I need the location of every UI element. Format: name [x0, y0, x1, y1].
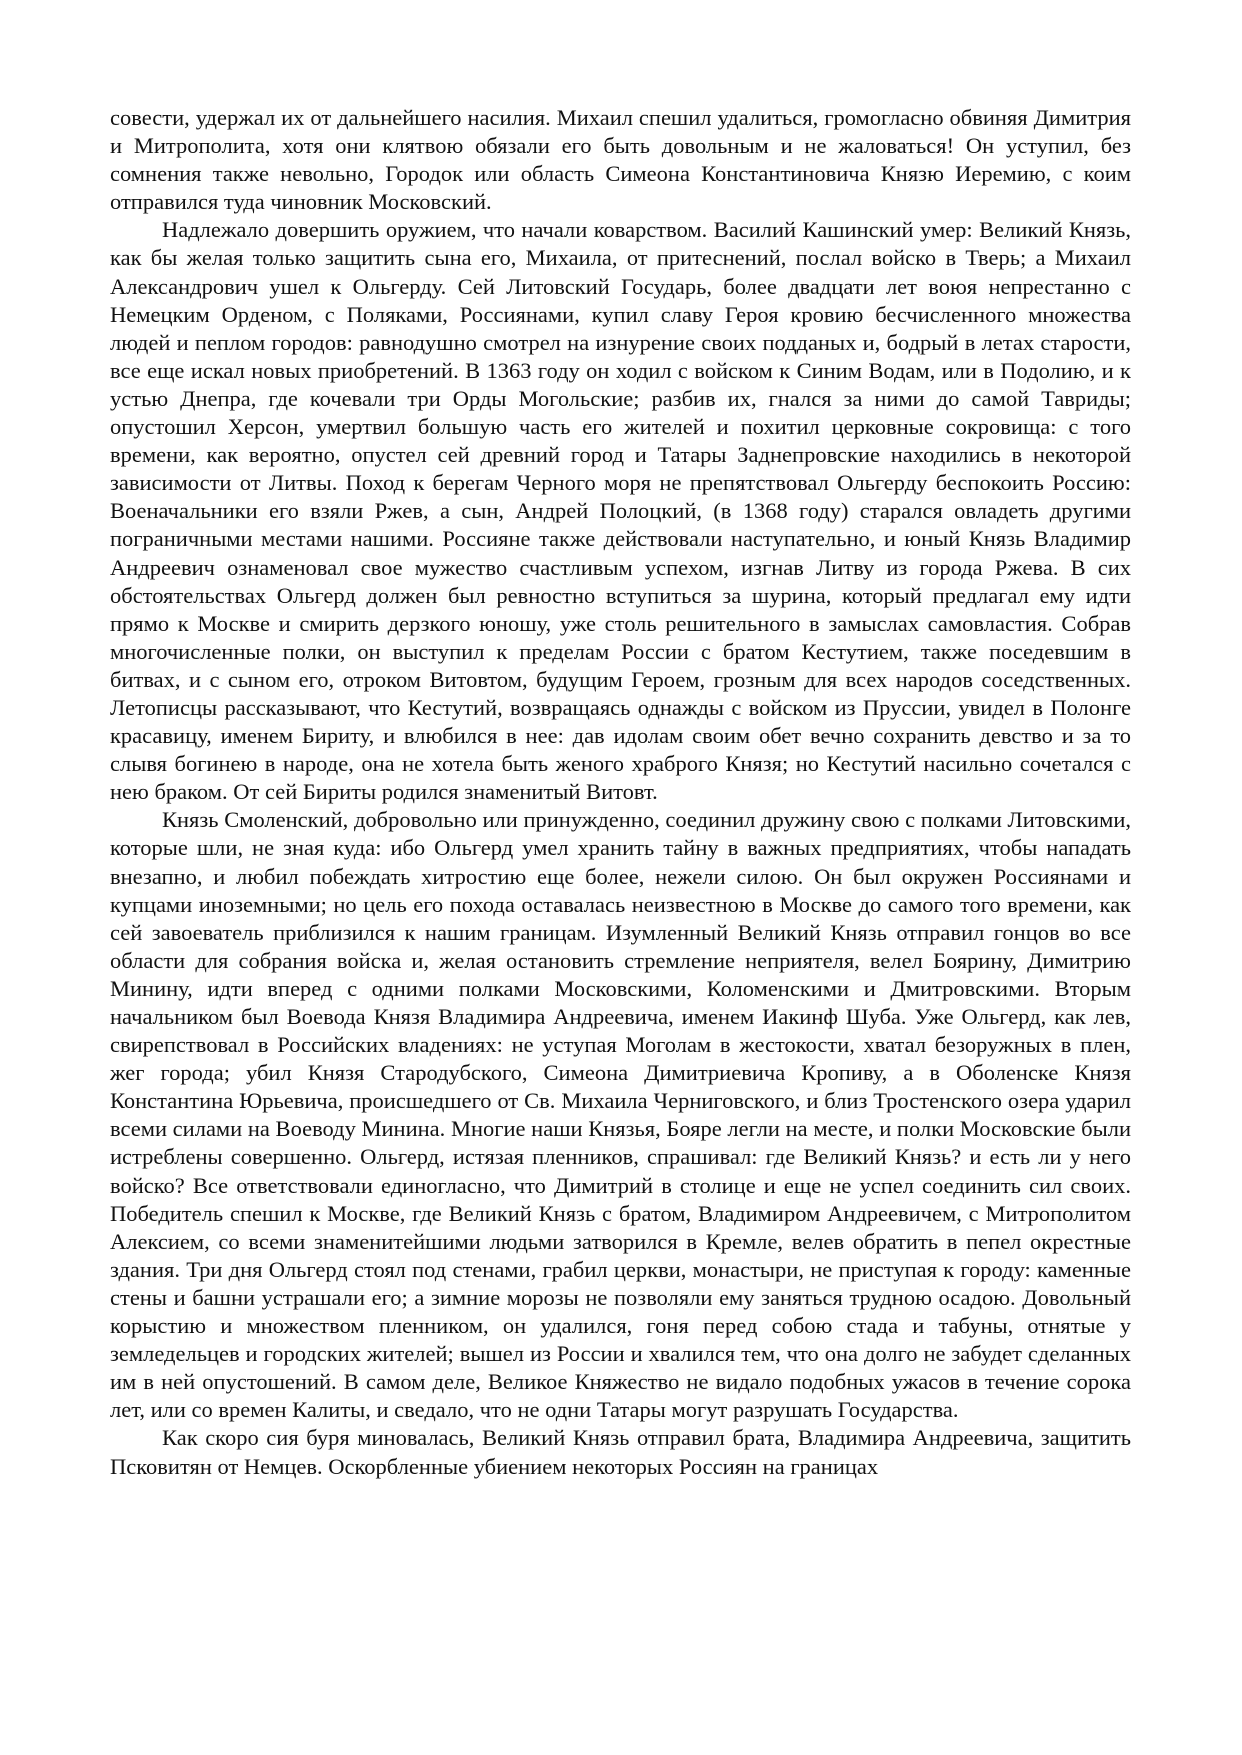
- page-text-body: [110, 104, 1131, 1481]
- paragraph: Князь Смоленский, добровольно или принужденно, соединил дружину свою с полками Литовскими, которые шли, не зная куда: ибо Ольгерд умел хранить тайну в важных предприятиях, чтобы нападать внезапно, и любил побеждать хитростию еще более, нежели силою. Он был окружен Россиянами и купцами иноземными; но цель его похода оставалась неизвестною в Москве до самого того времени, как сей завоеватель приблизился к нашим границам. Изумленный Великий Князь отправил гонцов во все области для собрания войска и, желая остановить стремление неприятеля, велел Боярину, Димитрию Минину, идти вперед с одними полками Московскими, Коломенскими и Дмитровскими. Вторым начальником был Воевода Князя Владимира Андреевича, именем Иакинф Шуба. Уже Ольгерд, как лев, свирепствовал в Российских владениях: не уступая Моголам в жестокости, хватал безоружных в плен, жег города; убил Князя Стародубского, Симеона Димитриевича Кропиву, а в Оболенске Князя Константина Юрьевича, происшедшего от Св. Михаила Черниговского, и близ Тростенского озера ударил всеми силами на Воеводу Минина. Многие наши Князья, Бояре легли на месте, и полки Московские были истреблены совершенно. Ольгерд, истязая пленников, спрашивал: где Великий Князь? и есть ли у него войско? Все ответствовали единогласно, что Димитрий в столице и еще не успел соединить сил своих. Победитель спешил к Москве, где Великий Князь с братом, Владимиром Андреевичем, с Митрополитом Алексием, со всеми знаменитейшими людьми затворился в Кремле, велев обратить в пепел окрестные здания. Три дня Ольгерд стоял под стенами, грабил церкви, монастыри, не приступая к городу: каменные стены и башни устрашали его; а зимние морозы не позволяли ему заняться трудною осадою. Довольный корыстию и множеством пленником, он удалился, гоня перед собою стада и табуны, отнятые у земледельцев и городских жителей; вышел из России и хвалился тем, что она долго не забудет сделанных им в ней опустошений. В самом деле, Великое Княжество не видало подобных ужасов в течение сорока лет, или со времен Калиты, и сведало, что не одни Татары могут разрушать Государства.: [110, 807, 1131, 1423]
- paragraph-continuation: совести, удержал их от дальнейшего насилия. Михаил спешил удалиться, громогласно обвиняя Димитрия и Митрополита, хотя они клятвою обязали его быть довольным и не жаловаться! Он уступил, без сомнения также невольно, Городок или область Симеона Константиновича Князю Иеремию, с коим отправился туда чиновник Московский.: [110, 105, 1131, 215]
- paragraph: Как скоро сия буря миновалась, Великий Князь отправил брата, Владимира Андреевича, защитить Псковитян от Немцев. Оскорбленные убиением некоторых Россиян на границах: [110, 1425, 1131, 1479]
- paragraph: Надлежало довершить оружием, что начали коварством. Василий Кашинский умер: Великий Князь, как бы желая только защитить сына его, Михаила, от притеснений, послал войско в Тверь; а Михаил Александрович ушел к Ольгерду. Сей Литовский Государь, более двадцати лет воюя непрестанно с Немецким Орденом, с Поляками, Россиянами, купил славу Героя кровию бесчисленного множества людей и пеплом городов: равнодушно смотрел на изнурение своих подданых и, бодрый в летах старости, все еще искал новых приобретений. В 1363 году он ходил с войском к Синим Водам, или в Подолию, и к устью Днепра, где кочевали три Орды Могольские; разбив их, гнался за ними до самой Тавриды; опустошил Херсон, умертвил большую часть его жителей и похитил церковные сокровища: с того времени, как вероятно, опустел сей древний город и Татары Заднепровские находились в некоторой зависимости от Литвы. Поход к берегам Черного моря не препятствовал Ольгерду беспокоить Россию: Военачальники его взяли Ржев, а сын, Андрей Полоцкий, (в 1368 году) старался овладеть другими пограничными местами нашими. Россияне также действовали наступательно, и юный Князь Владимир Андреевич ознаменовал свое мужество счастливым успехом, изгнав Литву из города Ржева. В сих обстоятельствах Ольгерд должен был ревностно вступиться за шурина, который предлагал ему идти прямо к Москве и смирить дерзкого юношу, уже столь решительного в замыслах самовластия. Собрав многочисленные полки, он выступил к пределам России с братом Кестутием, также поседевшим в битвах, и с сыном его, отроком Витовтом, будущим Героем, грозным для всех народов соседственных. Летописцы рассказывают, что Кестутий, возвращаясь однажды с войском из Пруссии, увидел в Полонге красавицу, именем Бириту, и влюбился в нее: дав идолам своим обет вечно сохранить девство и за то слывя богинею в народе, она не хотела быть женого храброго Князя; но Кестутий насильно сочетался с нею браком. От сей Бириты родился знаменитый Витовт.: [110, 217, 1131, 805]
